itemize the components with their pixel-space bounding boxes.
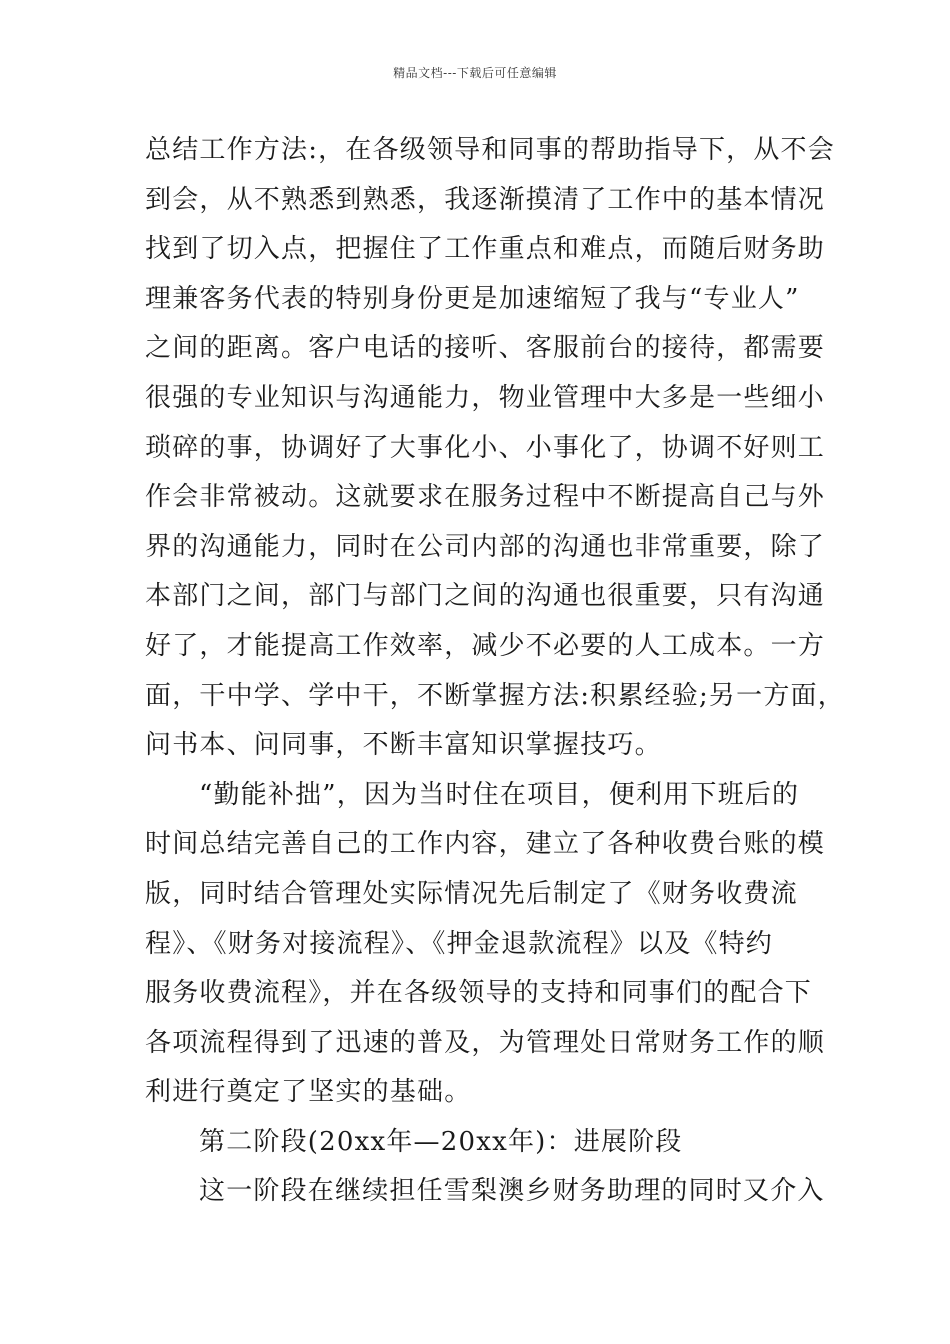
- section-heading: 第二阶段(20xx年—20xx年)：进展阶段: [199, 1126, 683, 1157]
- page-header: 精品文档---下载后可任意编辑: [393, 66, 557, 80]
- document-body: [145, 126, 845, 1217]
- text-line: 版，同时结合管理处实际情况先后制定了《财务收费流: [145, 878, 798, 909]
- text-line: 很强的专业知识与沟通能力，物业管理中大多是一些细小: [145, 382, 826, 413]
- paragraph-first-line: 这一阶段在继续担任雪梨澳乡财务助理的同时又介入: [199, 1176, 825, 1207]
- text-line: 找到了切入点，把握住了工作重点和难点，而随后财务助: [145, 234, 826, 265]
- paragraph-first-line: “勤能补拙”，因为当时住在项目，便利用下班后的: [199, 779, 800, 810]
- text-line: 作会非常被动。这就要求在服务过程中不断提高自己与外: [145, 482, 826, 513]
- text-line: 理兼客务代表的特别身份更是加速缩短了我与“专业人”: [145, 283, 800, 314]
- text-line: 问书本、问同事，不断丰富知识掌握技巧。: [145, 730, 662, 761]
- text-line: 琐碎的事，协调好了大事化小、小事化了，协调不好则工: [145, 432, 826, 463]
- text-line: 服务收费流程》，并在各级领导的支持和同事们的配合下: [145, 978, 813, 1009]
- text-line: 面，干中学、学中干，不断掌握方法:积累经验;另一方面，: [145, 680, 845, 711]
- text-line: 之间的距离。客户电话的接听、客服前台的接待，都需要: [145, 333, 826, 364]
- text-line: 到会，从不熟悉到熟悉，我逐渐摸清了工作中的基本情况: [145, 184, 826, 215]
- text-line: 界的沟通能力，同时在公司内部的沟通也非常重要，除了: [145, 531, 826, 562]
- text-line: 本部门之间，部门与部门之间的沟通也很重要，只有沟通: [145, 581, 826, 612]
- text-line: 好了，才能提高工作效率，减少不必要的人工成本。一方: [145, 630, 826, 661]
- text-line: 各项流程得到了迅速的普及，为管理处日常财务工作的顺: [145, 1027, 826, 1058]
- text-line: 利进行奠定了坚实的基础。: [145, 1077, 472, 1108]
- text-line: 总结工作方法:，在各级领导和同事的帮助指导下，从不会: [145, 135, 835, 165]
- text-line: 程》、《财务对接流程》、《押金退款流程》以及《特约: [145, 928, 774, 959]
- text-line: 时间总结完善自己的工作内容，建立了各种收费台账的模: [145, 829, 826, 860]
